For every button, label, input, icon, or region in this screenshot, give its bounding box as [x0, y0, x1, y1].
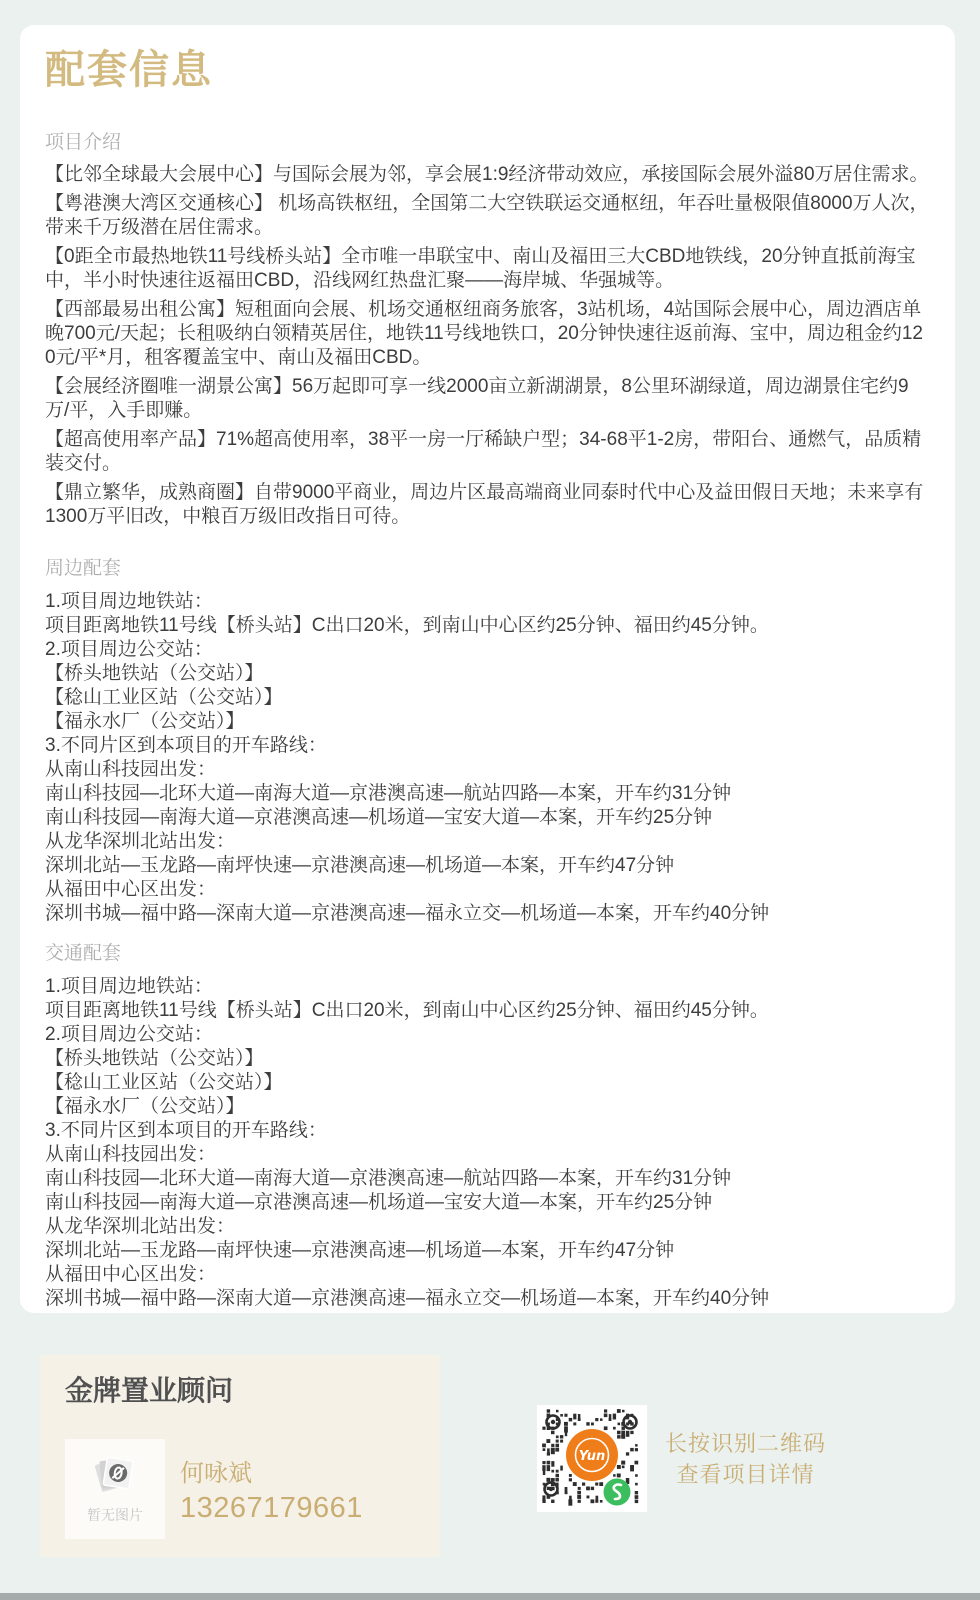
consultant-name: 何咏斌 [180, 1460, 252, 1487]
text-line: 项目距离地铁11号线【桥头站】C出口20米，到南山中心区约25分钟、福田约45分钟。 [45, 615, 769, 636]
consultant-heading: 金牌置业顾问 [65, 1375, 234, 1406]
bottom-bar [0, 1593, 980, 1600]
text-line: 深圳北站—玉龙路—南坪快速—京港澳高速—机场道—本案，开车约47分钟 [45, 855, 675, 876]
text-line: 3.不同片区到本项目的开车路线： [45, 735, 327, 756]
consultant-info [180, 1453, 363, 1525]
text-line: 【西部最易出租公寓】短租面向会展、机场交通枢纽商务旅客，3站机场，4站国际会展中心，周边酒店单晚700元/天起；长租吸纳白领精英居住，地铁11号线地铁口，20分钟快速往返前海、宝中，周边租金约120元/平*月，租客覆盖宝中、南山及福田CBD。 [45, 299, 923, 368]
qr-code[interactable] [537, 1405, 647, 1512]
text-line: 从福田中心区出发： [45, 1264, 217, 1285]
section-surrounding-facilities [45, 557, 930, 926]
text-line: 1.项目周边地铁站： [45, 976, 213, 997]
consultant-card [40, 1355, 440, 1557]
text-line: 南山科技园—南海大道—京港澳高速—机场道—宝安大道—本案，开车约25分钟 [45, 1192, 713, 1213]
text-line: 从龙华深圳北站出发： [45, 831, 236, 852]
qr-logo-text: Yun [578, 1449, 606, 1464]
text-line: 从福田中心区出发： [45, 879, 217, 900]
text-line: 南山科技园—南海大道—京港澳高速—机场道—宝安大道—本案，开车约25分钟 [45, 807, 713, 828]
text-line: 【桥头地铁站（公交站）】 [45, 1048, 264, 1069]
consultant-row [65, 1439, 415, 1539]
surrounding-facility-lines [45, 590, 930, 926]
text-line: 2.项目周边公交站： [45, 1024, 213, 1045]
text-line: 2.项目周边公交站： [45, 639, 213, 660]
section-label-traffic: 交通配套 [45, 943, 122, 964]
project-intro-paragraphs [45, 163, 930, 529]
no-image-icon [90, 1454, 140, 1500]
section-project-intro [45, 131, 930, 529]
text-line: 【0距全市最热地铁11号线桥头站】全市唯一串联宝中、南山及福田三大CBD地铁线，20分钟直抵前海宝中，半小时快速往返福田CBD，沿线网红热盘汇聚——海岸城、华强城等。 [45, 246, 916, 291]
text-line: 【稔山工业区站（公交站）】 [45, 687, 283, 708]
text-line: 【鼎立繁华，成熟商圈】自带9000平商业，周边片区最高端商业同泰时代中心及益田假日天地；未来享有1300万平旧改，中粮百万级旧改指日可待。 [45, 482, 924, 527]
text-line: 深圳北站—玉龙路—南坪快速—京港澳高速—机场道—本案，开车约47分钟 [45, 1240, 675, 1261]
text-line: 【会展经济圈唯一湖景公寓】56万起即可享一线2000亩立新湖湖景，8公里环湖绿道，周边湖景住宅约9万/平，入手即赚。 [45, 376, 909, 421]
text-line: 从龙华深圳北站出发： [45, 1216, 236, 1237]
text-line: 【超高使用率产品】71%超高使用率，38平一房一厅稀缺户型；34-68平1-2房，带阳台、通燃气，品质精装交付。 [45, 429, 922, 474]
section-label-surrounding: 周边配套 [45, 558, 122, 579]
avatar-placeholder [65, 1439, 165, 1539]
text-line: 【粤港澳大湾区交通核心】 机场高铁枢纽，全国第二大空铁联运交通枢纽，年吞吐量极限值8000万人次，带来千万级潜在居住需求。 [45, 193, 929, 238]
text-line: 从南山科技园出发： [45, 759, 217, 780]
consultant-phone[interactable]: 13267179661 [180, 1492, 363, 1524]
text-line: 南山科技园—北环大道—南海大道—京港澳高速—航站四路—本案，开车约31分钟 [45, 783, 732, 804]
text-line: 深圳书城—福中路—深南大道—京港澳高速—福永立交—机场道—本案，开车约40分钟 [45, 1288, 770, 1309]
section-label-project-intro: 项目介绍 [45, 132, 122, 153]
no-image-label: 暂无图片 [87, 1506, 143, 1523]
text-line: 从南山科技园出发： [45, 1144, 217, 1165]
text-line: 【福永水厂（公交站）】 [45, 1096, 245, 1117]
text-line: 【福永水厂（公交站）】 [45, 711, 245, 732]
qr-code-image [537, 1405, 647, 1512]
text-line: 【比邻全球最大会展中心】与国际会展为邻，享会展1:9经济带动效应，承接国际会展外溢80万居住需求。 [45, 164, 929, 185]
section-traffic-facilities [45, 942, 930, 1311]
text-line: 【桥头地铁站（公交站）】 [45, 663, 264, 684]
qr-caption-line2: 查看项目详情 [676, 1462, 815, 1487]
text-line: 深圳书城—福中路—深南大道—京港澳高速—福永立交—机场道—本案，开车约40分钟 [45, 903, 770, 924]
qr-caption [648, 1428, 843, 1490]
text-line: 项目距离地铁11号线【桥头站】C出口20米，到南山中心区约25分钟、福田约45分钟。 [45, 1000, 769, 1021]
text-line: 南山科技园—北环大道—南海大道—京港澳高速—航站四路—本案，开车约31分钟 [45, 1168, 732, 1189]
text-line: 1.项目周边地铁站： [45, 591, 213, 612]
qr-caption-line1: 长按识别二维码 [664, 1431, 826, 1456]
text-line: 【稔山工业区站（公交站）】 [45, 1072, 283, 1093]
text-line: 3.不同片区到本项目的开车路线： [45, 1120, 327, 1141]
page-title: 配套信息 [45, 48, 213, 92]
traffic-facility-lines [45, 975, 930, 1311]
info-card [20, 25, 955, 1313]
